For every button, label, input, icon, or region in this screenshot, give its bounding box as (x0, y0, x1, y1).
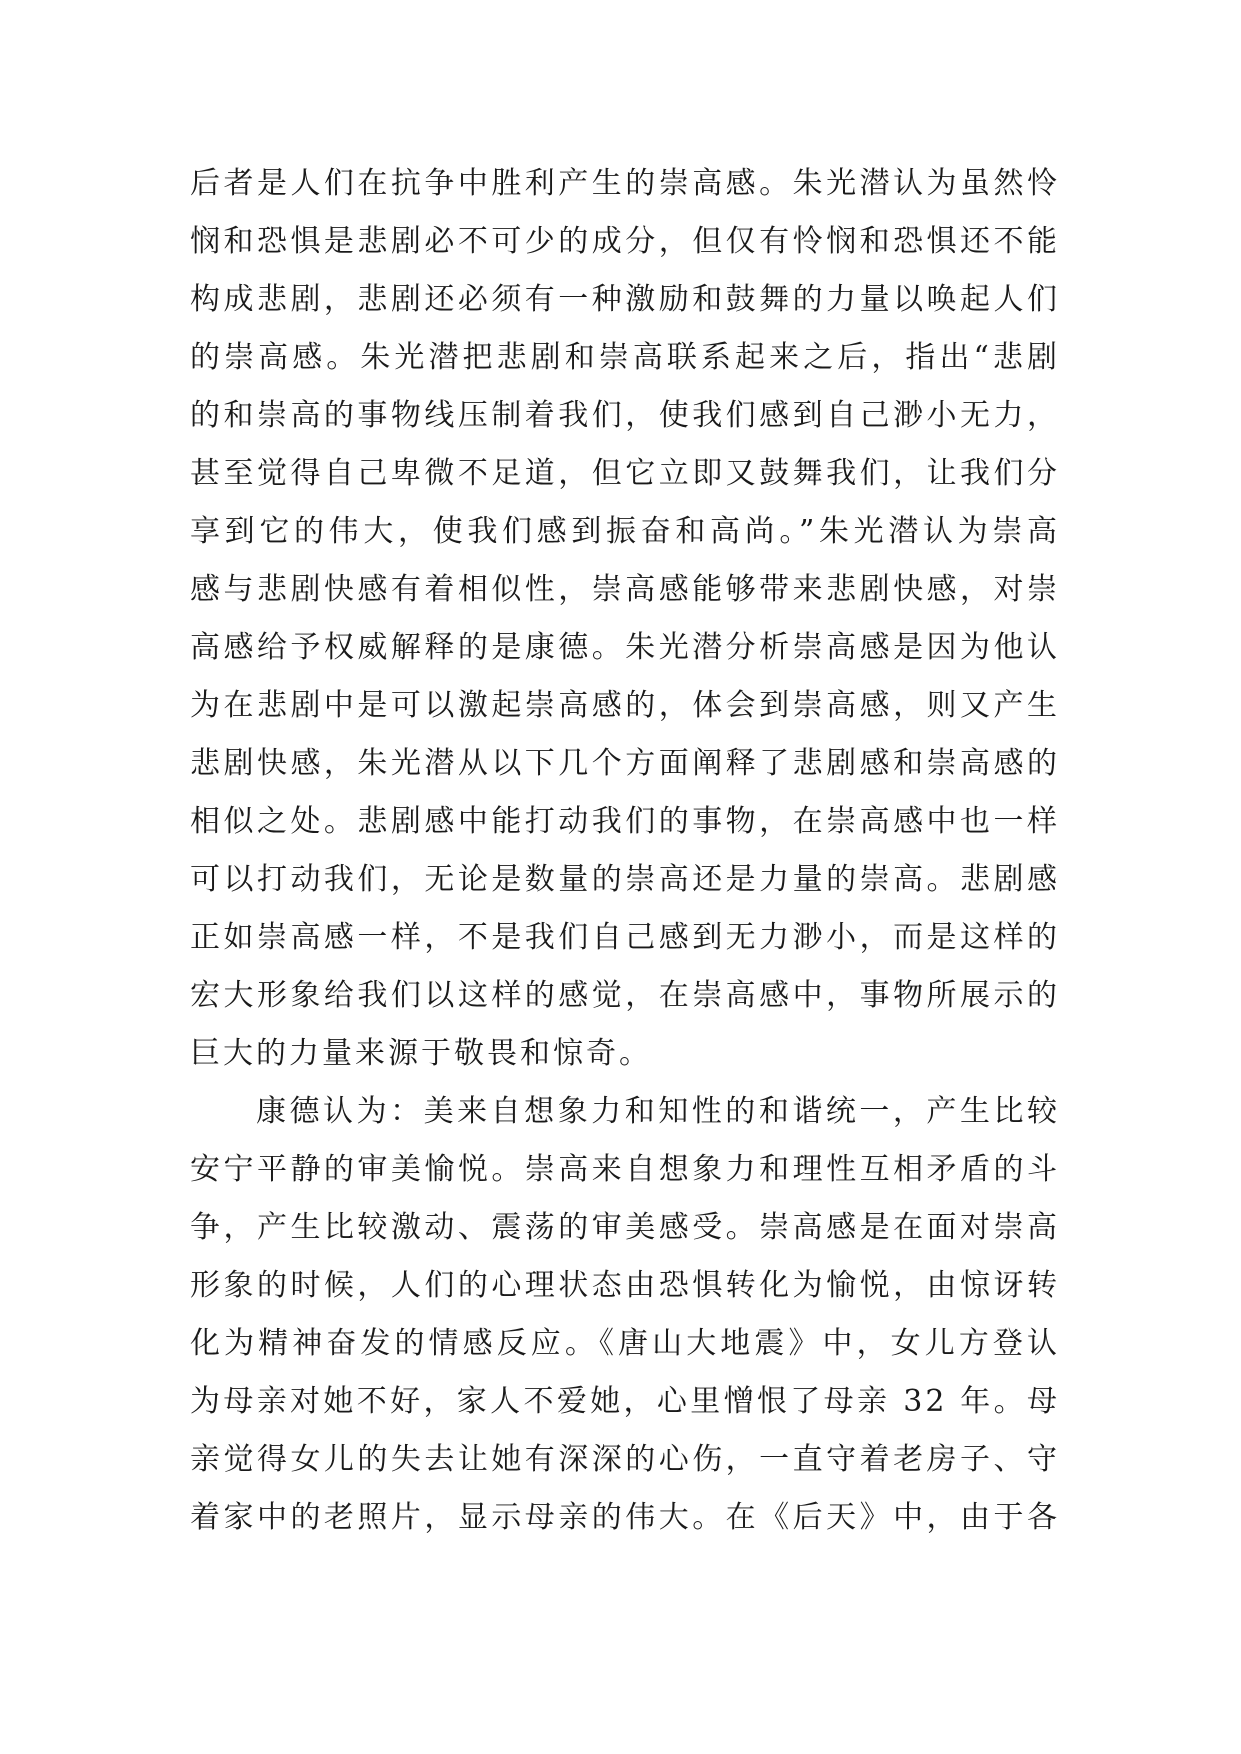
text-line-23: 亲觉得女儿的失去让她有深深的心伤，一直守着老房子、守 (190, 1442, 1060, 1477)
text-line-11: 悲剧快感，朱光潜从以下几个方面阐释了悲剧感和崇高感的 (190, 746, 1060, 781)
text-line-21: 化为精神奋发的情感反应。《唐山大地震》中，女儿方登认 (190, 1326, 1060, 1361)
text-line-20: 形象的时候，人们的心理状态由恐惧转化为愉悦，由惊讶转 (190, 1268, 1060, 1303)
text-line-13: 可以打动我们，无论是数量的崇高还是力量的崇高。悲剧感 (190, 862, 1060, 897)
text-line-7: 享到它的伟大，使我们感到振奋和高尚。”朱光潜认为崇高 (190, 514, 1060, 549)
text-line-22: 为母亲对她不好，家人不爱她，心里憎恨了母亲 32 年。母 (190, 1384, 1060, 1419)
text-line-16: 巨大的力量来源于敬畏和惊奇。 (190, 1036, 652, 1071)
text-line-17: 康德认为：美来自想象力和知性的和谐统一，产生比较 (256, 1094, 1060, 1129)
text-line-15: 宏大形象给我们以这样的感觉，在崇高感中，事物所展示的 (190, 978, 1060, 1013)
text-line-8: 感与悲剧快感有着相似性，崇高感能够带来悲剧快感，对崇 (190, 572, 1060, 607)
text-line-3: 构成悲剧，悲剧还必须有一种激励和鼓舞的力量以唤起人们 (190, 282, 1060, 317)
body-text (190, 155, 1060, 1547)
text-line-12: 相似之处。悲剧感中能打动我们的事物，在崇高感中也一样 (190, 804, 1060, 839)
text-line-9: 高感给予权威解释的是康德。朱光潜分析崇高感是因为他认 (190, 630, 1060, 665)
text-line-24: 着家中的老照片，显示母亲的伟大。在《后天》中，由于各 (190, 1500, 1060, 1535)
text-line-1: 后者是人们在抗争中胜利产生的崇高感。朱光潜认为虽然怜 (190, 166, 1060, 201)
text-line-19: 争，产生比较激动、震荡的审美感受。崇高感是在面对崇高 (190, 1210, 1060, 1245)
text-line-14: 正如崇高感一样，不是我们自己感到无力渺小，而是这样的 (190, 920, 1060, 955)
text-line-5: 的和崇高的事物线压制着我们，使我们感到自己渺小无力， (190, 398, 1060, 433)
text-line-4: 的崇高感。朱光潜把悲剧和崇高联系起来之后，指出“悲剧 (190, 340, 1060, 375)
text-line-10: 为在悲剧中是可以激起崇高感的，体会到崇高感，则又产生 (190, 688, 1060, 723)
text-line-6: 甚至觉得自己卑微不足道，但它立即又鼓舞我们，让我们分 (190, 456, 1060, 491)
text-line-18: 安宁平静的审美愉悦。崇高来自想象力和理性互相矛盾的斗 (190, 1152, 1060, 1187)
text-line-2: 悯和恐惧是悲剧必不可少的成分，但仅有怜悯和恐惧还不能 (190, 224, 1060, 259)
